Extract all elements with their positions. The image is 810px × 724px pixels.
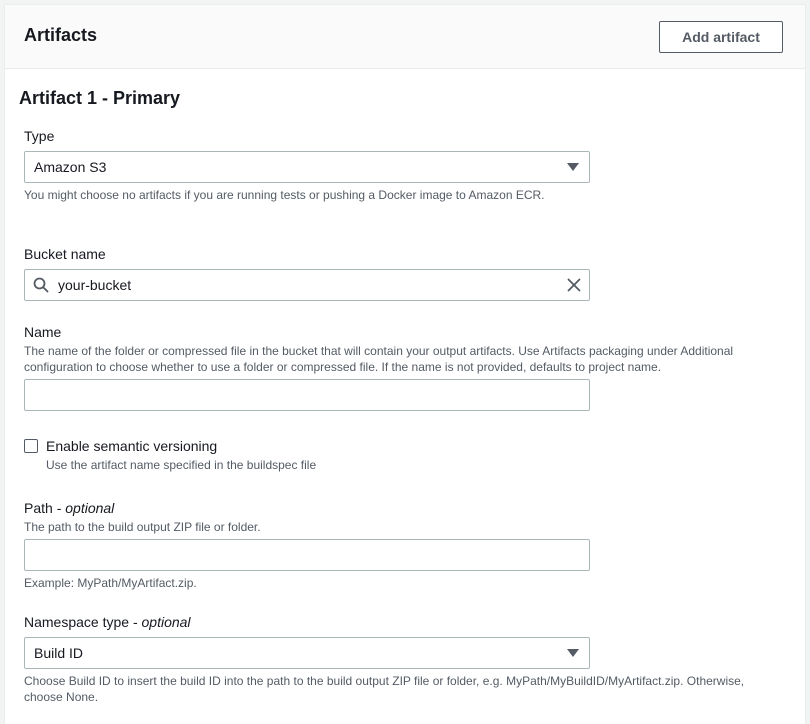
- namespace-type-label-text: Namespace type -: [24, 614, 142, 630]
- name-input[interactable]: [24, 379, 590, 411]
- namespace-optional-tag: optional: [141, 614, 191, 630]
- caret-down-icon: [567, 163, 579, 171]
- semantic-versioning-checkbox[interactable]: [24, 439, 38, 453]
- semantic-versioning-description: Use the artifact name specified in the buildspec file: [46, 458, 317, 472]
- search-icon: [33, 277, 49, 293]
- close-icon[interactable]: [566, 277, 582, 293]
- type-select[interactable]: [24, 151, 590, 183]
- path-description: The path to the build output ZIP file or folder.: [24, 520, 261, 534]
- name-description-line1: The name of the folder or compressed file in the bucket that will contain your output artifacts. Use Artifacts packaging under Additional: [24, 344, 734, 358]
- namespace-type-label: [24, 614, 191, 630]
- semantic-versioning-label: Enable semantic versioning: [46, 438, 218, 454]
- panel-header: [5, 5, 805, 69]
- add-artifact-button[interactable]: Add artifact: [659, 21, 783, 53]
- namespace-selected-value: Build ID: [34, 645, 84, 661]
- caret-down-icon: [567, 649, 579, 657]
- namespace-type-select[interactable]: [24, 637, 590, 669]
- bucket-name-label: Bucket name: [24, 246, 106, 262]
- type-selected-value: Amazon S3: [34, 159, 107, 175]
- name-label: Name: [24, 324, 62, 340]
- path-input[interactable]: [24, 539, 590, 571]
- bucket-name-input[interactable]: [24, 269, 590, 301]
- bucket-name-value: your-bucket: [58, 277, 132, 293]
- type-label: Type: [24, 128, 55, 144]
- namespace-description-line2: choose None.: [24, 690, 99, 704]
- path-example: Example: MyPath/MyArtifact.zip.: [24, 576, 197, 590]
- type-hint: You might choose no artifacts if you are running tests or pushing a Docker image to Amazon ECR.: [24, 188, 545, 202]
- panel-title: Artifacts: [24, 25, 98, 45]
- namespace-description-line1: Choose Build ID to insert the build ID into the path to the build output ZIP file or folder, e.g. MyPath/MyBuildID/MyArtifact.zip. Otherwise,: [24, 674, 745, 688]
- name-description-line2: configuration to choose whether to use a folder or compressed file. If the name is not provided, defaults to project name.: [24, 360, 662, 374]
- path-label: [24, 500, 114, 516]
- path-optional-tag: optional: [65, 500, 115, 516]
- path-label-text: Path -: [24, 500, 66, 516]
- artifact-heading: Artifact 1 - Primary: [19, 88, 181, 108]
